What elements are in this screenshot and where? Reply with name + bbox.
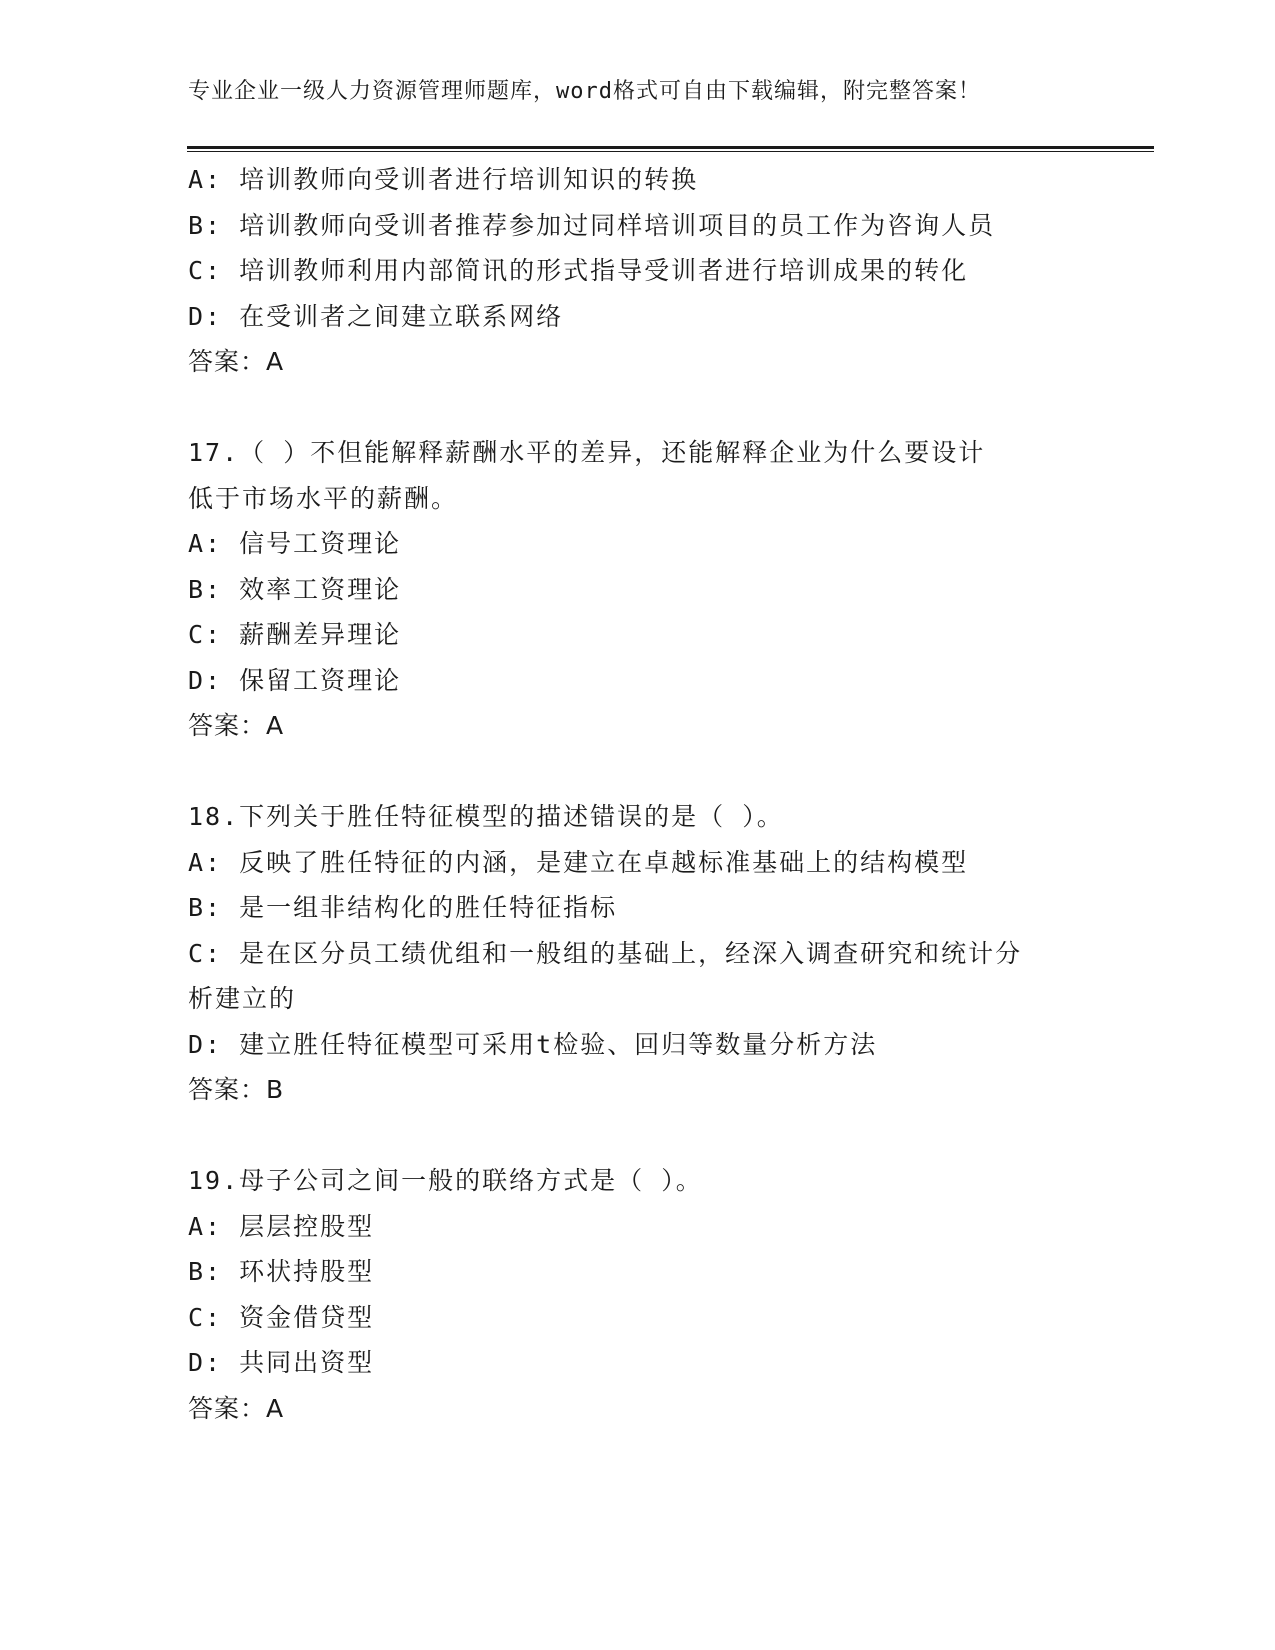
answer: 答案：A [188, 347, 285, 376]
option-c-continued: 析建立的 [188, 984, 297, 1013]
question-stem: 18.下列关于胜任特征模型的描述错误的是（ ）。 [188, 802, 784, 831]
option-b: B: 是一组非结构化的胜任特征指标 [188, 893, 618, 922]
question-stem: 19.母子公司之间一般的联络方式是（ ）。 [188, 1166, 703, 1195]
answer: 答案：B [188, 1075, 285, 1104]
option-c: C: 培训教师利用内部简讯的形式指导受训者进行培训成果的转化 [188, 256, 969, 285]
option-b: B: 效率工资理论 [188, 574, 402, 604]
option-d: D: 建立胜任特征模型可采用t检验、回归等数量分析方法 [188, 1029, 878, 1059]
option-c: C: 是在区分员工绩优组和一般组的基础上，经深入调查研究和统计分 [188, 938, 1023, 968]
header-divider [187, 146, 1154, 152]
spacer [188, 385, 1088, 431]
option-a: A: 信号工资理论 [188, 529, 402, 558]
page-header: 专业企业一级人力资源管理师题库，word格式可自由下载编辑，附完整答案！ [188, 79, 981, 104]
option-c: C: 资金借贷型 [188, 1302, 375, 1332]
option-a: A: 培训教师向受训者进行培训知识的转换 [188, 165, 699, 194]
question-17 [188, 430, 1088, 749]
answer: 答案：A [188, 711, 285, 740]
option-d: D: 共同出资型 [188, 1348, 375, 1377]
question-16-tail [188, 157, 1088, 385]
spacer [188, 749, 1088, 795]
option-b: B: 环状持股型 [188, 1257, 375, 1286]
answer: 答案：A [188, 1393, 285, 1423]
question-19 [188, 1158, 1088, 1431]
option-b: B: 培训教师向受训者推荐参加过同样培训项目的员工作为咨询人员 [188, 210, 996, 240]
question-list [188, 157, 1088, 1431]
question-18 [188, 794, 1088, 1113]
question-stem: 17.（ ）不但能解释薪酬水平的差异，还能解释企业为什么要设计 [188, 438, 986, 467]
option-d: D: 在受训者之间建立联系网络 [188, 301, 564, 331]
spacer [188, 1113, 1088, 1159]
question-stem-continued: 低于市场水平的薪酬。 [188, 483, 459, 513]
option-d: D: 保留工资理论 [188, 665, 402, 695]
option-a: A: 反映了胜任特征的内涵，是建立在卓越标准基础上的结构模型 [188, 847, 969, 877]
option-a: A: 层层控股型 [188, 1211, 375, 1241]
option-c: C: 薪酬差异理论 [188, 620, 402, 649]
